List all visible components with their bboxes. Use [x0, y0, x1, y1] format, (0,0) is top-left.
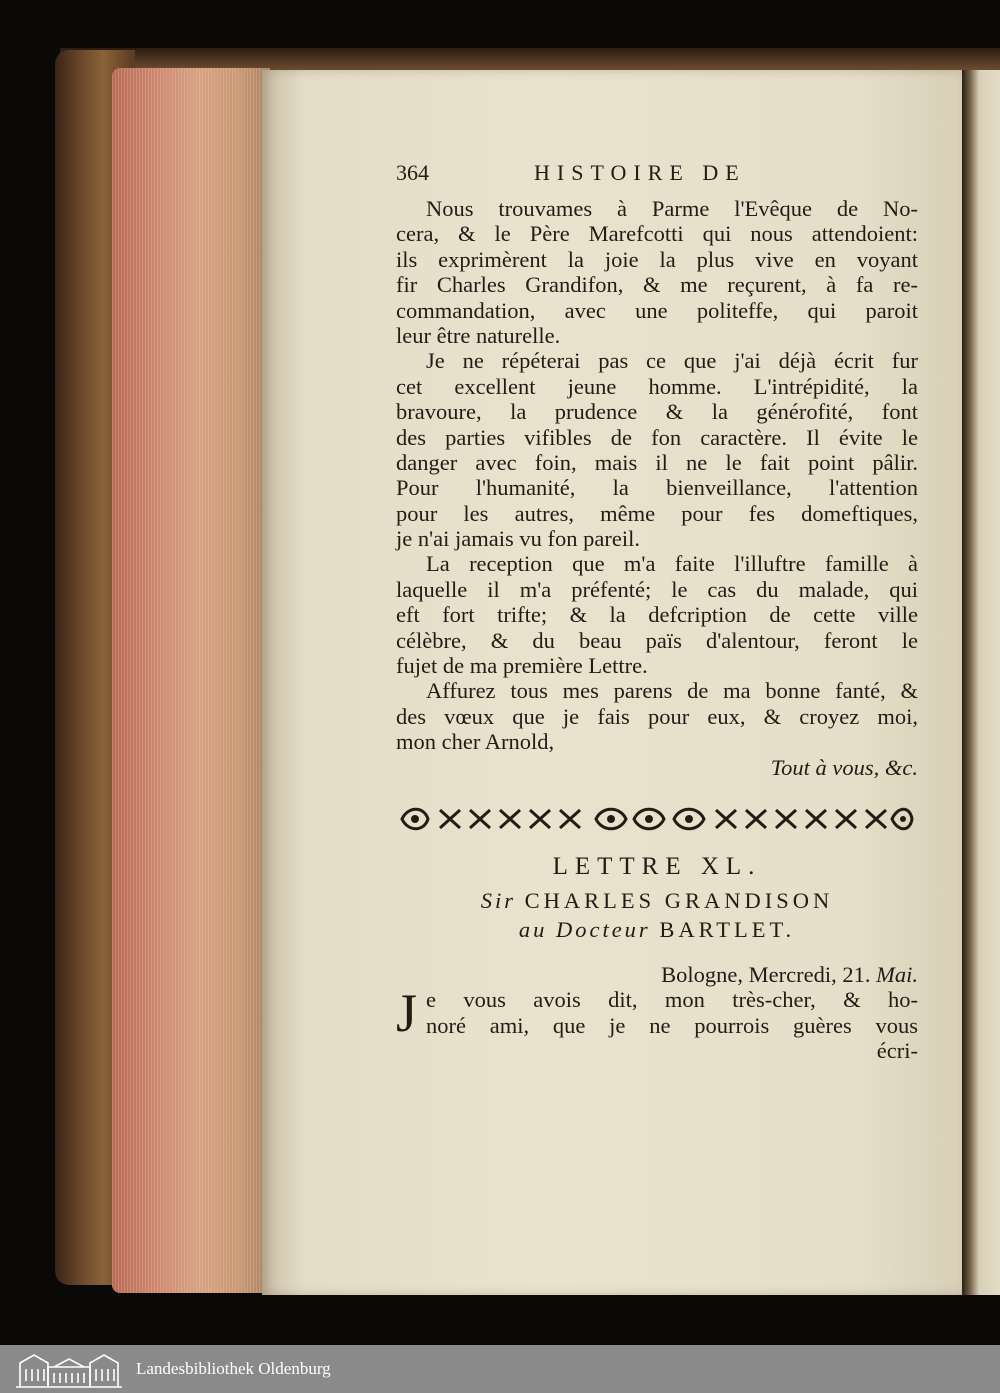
recipient-docteur: Docteur	[555, 916, 651, 942]
text-line: cera, & le Père Marefcotti qui nous attendoient:	[396, 221, 918, 247]
text-line: commandation, avec une politeffe, qui paroit	[396, 297, 918, 323]
text-line: leur être naturelle.	[396, 322, 561, 348]
text-line: Affurez tous mes parens de ma bonne fanté, &	[426, 678, 918, 704]
text-line: cet excellent jeune homme. L'intrépidité, la	[396, 373, 918, 399]
recipient-au: au	[518, 916, 548, 942]
dateline-place-day: Bologne, Mercredi, 21.	[661, 961, 871, 987]
text-line: danger avec foin, mais il ne le fait point pâlir.	[396, 449, 918, 475]
text-line: laquelle il m'a préfenté; le cas du malade, qui	[396, 576, 918, 602]
text-line: La reception que m'a faite l'illuftre famille à	[426, 551, 918, 577]
page-header	[396, 160, 918, 196]
text-line: fir Charles Grandifon, & me reçurent, à fa re-	[396, 272, 918, 298]
page-text	[396, 160, 918, 1064]
letter-addressee	[396, 886, 918, 915]
text-line: mon cher Arnold,	[396, 729, 555, 755]
facing-page-edge	[962, 70, 1000, 1295]
text-line: fujet de ma première Lettre.	[396, 653, 648, 679]
page-number: 364	[396, 160, 429, 185]
text-line: écri-	[876, 1038, 918, 1064]
addressee-name: CHARLES GRANDISON	[524, 887, 834, 913]
ornament-band	[396, 794, 918, 844]
text-line: des parties vifibles de fon caractère. Il évite le	[396, 424, 918, 450]
text-line: ils exprimèrent la joie la plus vive en voyant	[396, 246, 918, 272]
running-title: HISTOIRE DE	[534, 160, 746, 185]
page-edges	[112, 68, 270, 1293]
text-line: Pour l'humanité, la bienveillance, l'attention	[396, 475, 918, 501]
letter-recipient	[396, 915, 918, 944]
drop-cap: J	[396, 983, 418, 1044]
ornament-icon	[398, 802, 916, 836]
letter-heading: LETTRE XL.	[552, 852, 762, 880]
text-line: noré ami, que je ne pourrois guères vous	[426, 1012, 918, 1038]
letter-opening	[396, 983, 918, 1064]
library-building-icon	[14, 1349, 124, 1389]
text-line: Nous trouvames à Parme l'Evêque de No-	[426, 196, 918, 221]
text-line: e vous avois dit, mon très-cher, & ho-	[426, 987, 918, 1013]
dateline-month: Mai.	[876, 961, 918, 987]
text-line: célèbre, & du beau païs d'alentour, feront le	[396, 627, 918, 653]
letter-dateline	[396, 962, 918, 987]
text-line: Je ne répéterai pas ce que j'ai déjà écrit fur	[426, 348, 918, 374]
text-line: eft fort trifte; & la defcription de cette ville	[396, 602, 918, 628]
recipient-name: BARTLET.	[659, 916, 796, 942]
addressee-sir: Sir	[480, 887, 516, 913]
text-line: pour les autres, même pour fes domeftiques,	[396, 500, 918, 526]
letter-closing: Tout à vous, &c.	[770, 754, 918, 780]
text-line: bravoure, la prudence & la générofité, font	[396, 399, 918, 425]
footer-bar	[0, 1345, 1000, 1393]
footer-label: Landesbibliothek Oldenburg	[136, 1359, 331, 1378]
text-line: des vœux que je fais pour eux, & croyez moi,	[396, 703, 918, 729]
text-line: je n'ai jamais vu fon pareil.	[396, 526, 640, 552]
